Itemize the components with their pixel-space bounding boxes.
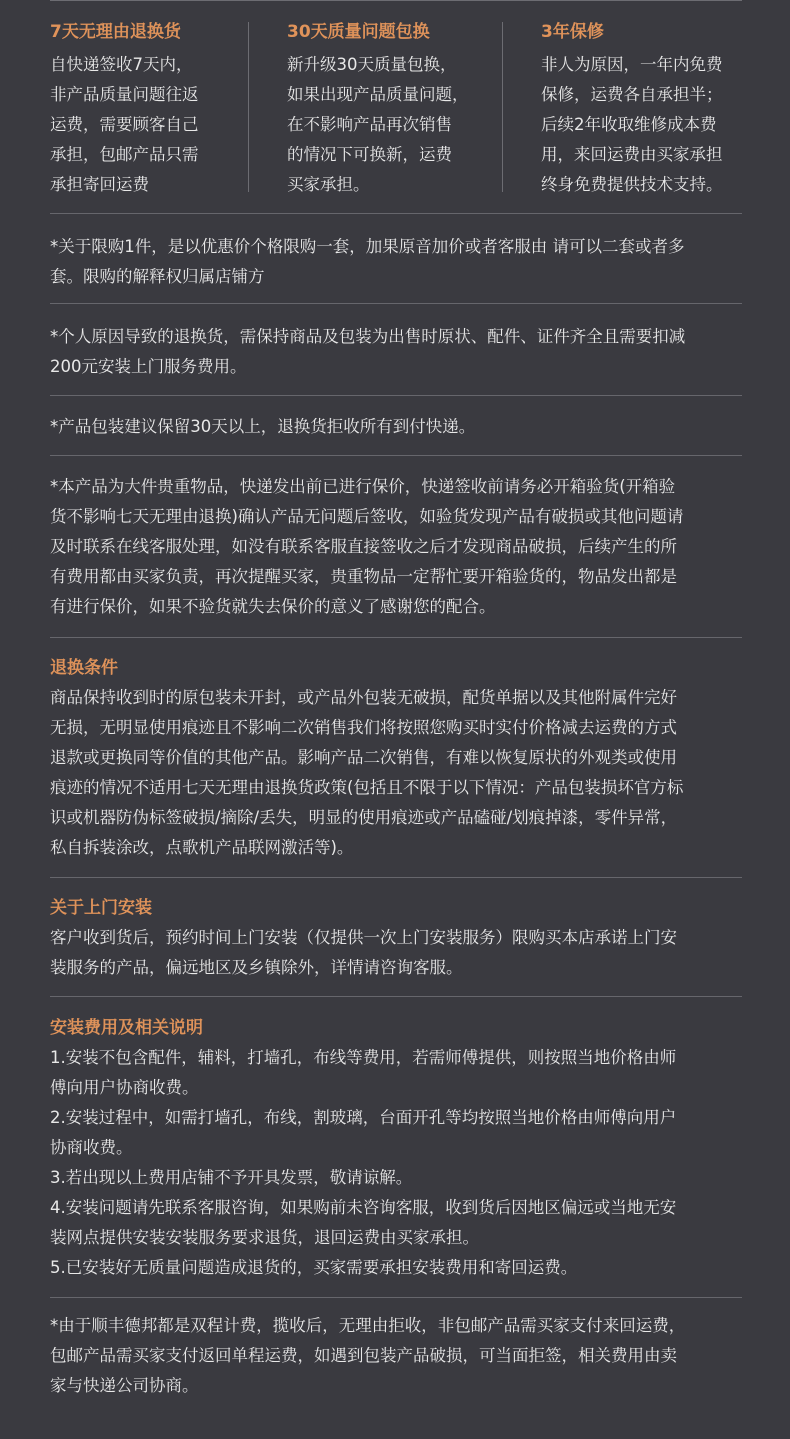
guarantee-title: 3年保修 [541, 22, 604, 42]
guarantee-text: 自快递签收7天内， 非产品质量问题往返 运费，需要顾客自己 承担，包邮产品只需 承担寄回运费 [50, 55, 199, 194]
section-title: 安装费用及相关说明 [50, 1018, 203, 1038]
guarantee-text: 非人为原因，一年内免费 保修，运费各自承担半； 后续2年收取维修成本费 用，来回运费由买家承担 终身免费提供技术支持。 [541, 55, 723, 194]
note-valuable-goods: *本产品为大件贵重物品，快递发出前已进行保价，快递签收前请务必开箱验货(开箱验 货不影响七天无理由退换)确认产品无问题后签收，如验货发现产品有破损或其他问题请 及时联系在线客服处理，如没有联系客服直接签收之后才发现商品破损，后续产生的所 有费用都由买家负责，再次提醒买家，贵重物品一定帮忙要开箱验货的，物品发出都是 有进行保价，如果不验货就失去保价的意义了感谢您的配合。 [50, 477, 684, 616]
note-packaging: *产品包装建议保留30天以上，退换货拒收所有到付快递。 [50, 417, 476, 436]
section-divider [50, 303, 742, 304]
column-divider [248, 22, 249, 192]
section-divider [50, 395, 742, 396]
installation-section: 关于上门安装 客户收到货后，预约时间上门安装（仅提供一次上门安装服务）限购买本店承诺上门安 装服务的产品，偏远地区及乡镇除外，详情请咨询客服。 [50, 893, 746, 983]
section-title: 关于上门安装 [50, 898, 152, 918]
section-divider [50, 1297, 742, 1298]
note-personal-return: *个人原因导致的退换货，需保持商品及包装为出售时原状、配件、证件齐全且需要扣减 200元安装上门服务费用。 [50, 327, 686, 376]
guarantee-title: 30天质量问题包换 [287, 22, 430, 42]
return-conditions-section: 退换条件 商品保持收到时的原包装未开封，或产品外包装无破损，配货单据以及其他附属件完好 无损，无明显使用痕迹且不影响二次销售我们将按照您购买时实付价格减去运费的方式 退款或更换同等价值的其他产品。影响产品二次销售，有难以恢复原状的外观类或使用 痕迹的情况不适用七天无理由退换货政策(包括且不限于以下情况：产品包装损坏官方标 识或机器防伪标签破损/摘除/丢失，明显的使用痕迹或产品磕碰/划痕掉漆，零件异常， 私自拆装涂改，点歌机产品联网激活等)。 [50, 653, 746, 863]
guarantee-columns [50, 18, 742, 208]
section-divider [50, 996, 742, 997]
section-title: 退换条件 [50, 658, 118, 678]
note-courier-shipping: *由于顺丰德邦都是双程计费，揽收后，无理由拒收，非包邮产品需买家支付来回运费， 包邮产品需买家支付返回单程运费，如遇到包装产品破损，可当面拒签，相关费用由卖 家与快递公司协商。 [50, 1316, 686, 1395]
section-divider [50, 455, 742, 456]
column-divider [502, 22, 503, 192]
guarantee-3year-warranty [541, 18, 746, 200]
guarantee-30day-exchange [287, 18, 497, 200]
section-divider [50, 637, 742, 638]
section-divider [50, 213, 742, 214]
guarantee-7day-return [50, 18, 240, 200]
install-fees-section: 安装费用及相关说明 1.安装不包含配件，辅料，打墙孔，布线等费用，若需师傅提供，则按照当地价格由师 傅向用户协商收费。 2.安装过程中，如需打墙孔，布线，割玻璃，台面开孔等均按照当地价格由师傅向用户 协商收费。 3.若出现以上费用店铺不予开具发票，敬请谅解。 4.安装问题请先联系客服咨询，如果购前未咨询客服，收到货后因地区偏远或当地无安 装网点提供安装安装服务要求退货，退回运费由买家承担。 5.已安装好无质量问题造成退货的，买家需要承担安装费用和寄回运费。 [50, 1013, 746, 1283]
section-divider [50, 877, 742, 878]
top-divider [50, 0, 742, 1]
note-purchase-limit: *关于限购1件，是以优惠价个格限购一套，加果原音加价或者客服由 请可以二套或者多 套。限购的解释权归属店铺方 [50, 237, 685, 286]
guarantee-text: 新升级30天质量包换， 如果出现产品质量问题， 在不影响产品再次销售 的情况下可换新，运费 买家承担。 [287, 55, 469, 194]
guarantee-title: 7天无理由退换货 [50, 22, 181, 42]
